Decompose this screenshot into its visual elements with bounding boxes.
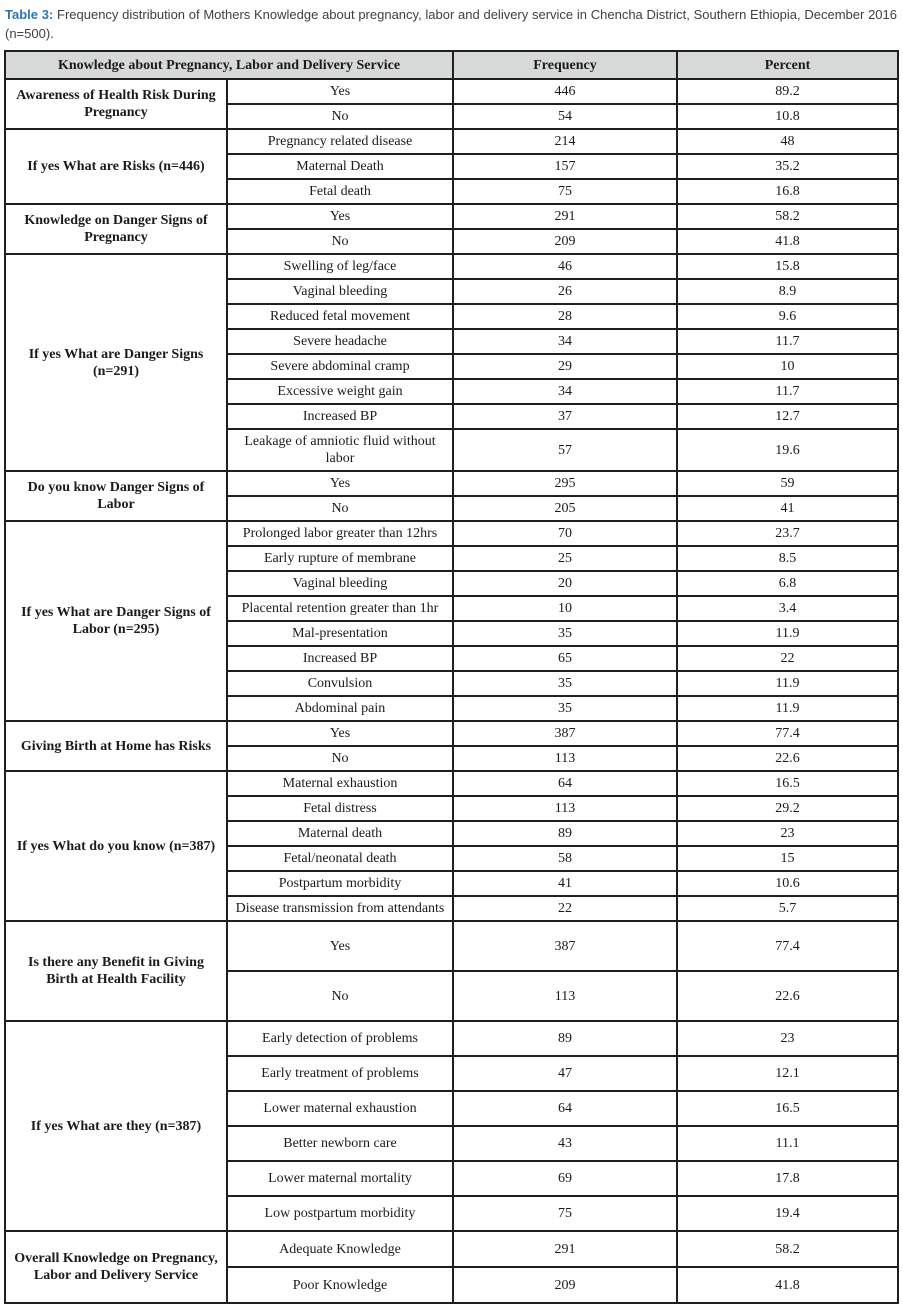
percent-cell: 16.8: [677, 179, 898, 204]
item-cell: Fetal distress: [227, 796, 453, 821]
item-cell: Mal-presentation: [227, 621, 453, 646]
item-cell: Maternal exhaustion: [227, 771, 453, 796]
item-cell: Early detection of problems: [227, 1021, 453, 1056]
frequency-cell: 69: [453, 1161, 677, 1196]
percent-cell: 3.4: [677, 596, 898, 621]
group-label-cell: If yes What do you know (n=387): [5, 771, 227, 921]
percent-cell: 16.5: [677, 771, 898, 796]
percent-cell: 11.7: [677, 379, 898, 404]
table-body: [5, 79, 898, 1303]
frequency-cell: 205: [453, 496, 677, 521]
percent-cell: 10.6: [677, 871, 898, 896]
group-label-cell: Knowledge on Danger Signs of Pregnancy: [5, 204, 227, 254]
frequency-cell: 446: [453, 79, 677, 104]
header-knowledge-column: Knowledge about Pregnancy, Labor and Delivery Service: [5, 51, 453, 79]
item-cell: Disease transmission from attendants: [227, 896, 453, 921]
header-frequency-column: Frequency: [453, 51, 677, 79]
frequency-cell: 89: [453, 1021, 677, 1056]
table-row: [5, 471, 898, 496]
frequency-cell: 34: [453, 329, 677, 354]
percent-cell: 11.7: [677, 329, 898, 354]
percent-cell: 12.7: [677, 404, 898, 429]
group-label-cell: If yes What are they (n=387): [5, 1021, 227, 1231]
frequency-cell: 113: [453, 746, 677, 771]
table-caption-label: Table 3:: [5, 7, 54, 22]
frequency-cell: 387: [453, 921, 677, 971]
frequency-cell: 58: [453, 846, 677, 871]
item-cell: No: [227, 971, 453, 1021]
frequency-cell: 43: [453, 1126, 677, 1161]
item-cell: Lower maternal mortality: [227, 1161, 453, 1196]
percent-cell: 11.9: [677, 696, 898, 721]
item-cell: Increased BP: [227, 404, 453, 429]
percent-cell: 41.8: [677, 1267, 898, 1303]
frequency-cell: 41: [453, 871, 677, 896]
frequency-cell: 387: [453, 721, 677, 746]
item-cell: Vaginal bleeding: [227, 571, 453, 596]
percent-cell: 8.5: [677, 546, 898, 571]
percent-cell: 15: [677, 846, 898, 871]
table-row: [5, 254, 898, 279]
frequency-cell: 75: [453, 1196, 677, 1231]
item-cell: Better newborn care: [227, 1126, 453, 1161]
table-row: [5, 1021, 898, 1056]
percent-cell: 22.6: [677, 971, 898, 1021]
group-label-cell: Is there any Benefit in Giving Birth at Health Facility: [5, 921, 227, 1021]
percent-cell: 9.6: [677, 304, 898, 329]
table-row: [5, 79, 898, 104]
item-cell: Maternal Death: [227, 154, 453, 179]
frequency-cell: 113: [453, 971, 677, 1021]
frequency-cell: 35: [453, 696, 677, 721]
frequency-cell: 54: [453, 104, 677, 129]
group-label-cell: Awareness of Health Risk During Pregnancy: [5, 79, 227, 129]
percent-cell: 10: [677, 354, 898, 379]
item-cell: Swelling of leg/face: [227, 254, 453, 279]
item-cell: No: [227, 104, 453, 129]
table-row: [5, 129, 898, 154]
percent-cell: 15.8: [677, 254, 898, 279]
group-label-cell: If yes What are Danger Signs of Labor (n=295): [5, 521, 227, 721]
item-cell: Yes: [227, 921, 453, 971]
table-row: [5, 771, 898, 796]
item-cell: Increased BP: [227, 646, 453, 671]
percent-cell: 29.2: [677, 796, 898, 821]
item-cell: Yes: [227, 471, 453, 496]
group-label-cell: If yes What are Risks (n=446): [5, 129, 227, 204]
percent-cell: 41: [677, 496, 898, 521]
frequency-cell: 28: [453, 304, 677, 329]
item-cell: Prolonged labor greater than 12hrs: [227, 521, 453, 546]
item-cell: No: [227, 746, 453, 771]
table-caption: [5, 5, 897, 43]
frequency-cell: 89: [453, 821, 677, 846]
percent-cell: 59: [677, 471, 898, 496]
percent-cell: 11.9: [677, 621, 898, 646]
item-cell: Adequate Knowledge: [227, 1231, 453, 1267]
frequency-cell: 291: [453, 1231, 677, 1267]
item-cell: No: [227, 229, 453, 254]
frequency-cell: 64: [453, 771, 677, 796]
percent-cell: 17.8: [677, 1161, 898, 1196]
percent-cell: 8.9: [677, 279, 898, 304]
item-cell: Early rupture of membrane: [227, 546, 453, 571]
frequency-cell: 57: [453, 429, 677, 471]
frequency-cell: 10: [453, 596, 677, 621]
item-cell: Yes: [227, 204, 453, 229]
item-cell: Postpartum morbidity: [227, 871, 453, 896]
percent-cell: 77.4: [677, 721, 898, 746]
group-label-cell: If yes What are Danger Signs (n=291): [5, 254, 227, 471]
group-label-cell: Giving Birth at Home has Risks: [5, 721, 227, 771]
frequency-cell: 35: [453, 671, 677, 696]
item-cell: Maternal death: [227, 821, 453, 846]
item-cell: Excessive weight gain: [227, 379, 453, 404]
percent-cell: 23.7: [677, 521, 898, 546]
percent-cell: 11.9: [677, 671, 898, 696]
percent-cell: 11.1: [677, 1126, 898, 1161]
item-cell: Yes: [227, 79, 453, 104]
frequency-cell: 34: [453, 379, 677, 404]
group-label-cell: Overall Knowledge on Pregnancy, Labor and Delivery Service: [5, 1231, 227, 1303]
percent-cell: 10.8: [677, 104, 898, 129]
table-row: [5, 721, 898, 746]
percent-cell: 5.7: [677, 896, 898, 921]
percent-cell: 89.2: [677, 79, 898, 104]
frequency-cell: 20: [453, 571, 677, 596]
percent-cell: 22: [677, 646, 898, 671]
item-cell: Abdominal pain: [227, 696, 453, 721]
frequency-cell: 295: [453, 471, 677, 496]
item-cell: Poor Knowledge: [227, 1267, 453, 1303]
percent-cell: 12.1: [677, 1056, 898, 1091]
item-cell: Leakage of amniotic fluid without labor: [227, 429, 453, 471]
table-row: [5, 921, 898, 971]
percent-cell: 41.8: [677, 229, 898, 254]
item-cell: Placental retention greater than 1hr: [227, 596, 453, 621]
frequency-cell: 25: [453, 546, 677, 571]
frequency-cell: 291: [453, 204, 677, 229]
frequency-cell: 70: [453, 521, 677, 546]
percent-cell: 23: [677, 1021, 898, 1056]
frequency-cell: 47: [453, 1056, 677, 1091]
table-row: [5, 521, 898, 546]
frequency-cell: 64: [453, 1091, 677, 1126]
percent-cell: 22.6: [677, 746, 898, 771]
frequency-cell: 75: [453, 179, 677, 204]
frequency-cell: 26: [453, 279, 677, 304]
percent-cell: 19.6: [677, 429, 898, 471]
percent-cell: 19.4: [677, 1196, 898, 1231]
frequency-cell: 65: [453, 646, 677, 671]
header-percent-column: Percent: [677, 51, 898, 79]
table-row: [5, 204, 898, 229]
item-cell: Yes: [227, 721, 453, 746]
frequency-cell: 46: [453, 254, 677, 279]
item-cell: Convulsion: [227, 671, 453, 696]
percent-cell: 16.5: [677, 1091, 898, 1126]
frequency-table: [4, 50, 899, 1304]
frequency-cell: 113: [453, 796, 677, 821]
item-cell: Reduced fetal movement: [227, 304, 453, 329]
item-cell: Fetal/neonatal death: [227, 846, 453, 871]
percent-cell: 6.8: [677, 571, 898, 596]
percent-cell: 58.2: [677, 204, 898, 229]
percent-cell: 23: [677, 821, 898, 846]
item-cell: Severe abdominal cramp: [227, 354, 453, 379]
table-caption-text: Frequency distribution of Mothers Knowledge about pregnancy, labor and delivery service in Chencha District, Southern Ethiopia, December 2016 (n=500).: [5, 7, 897, 41]
frequency-cell: 209: [453, 1267, 677, 1303]
percent-cell: 58.2: [677, 1231, 898, 1267]
group-label-cell: Do you know Danger Signs of Labor: [5, 471, 227, 521]
frequency-cell: 209: [453, 229, 677, 254]
percent-cell: 77.4: [677, 921, 898, 971]
table-row: [5, 1231, 898, 1267]
item-cell: Severe headache: [227, 329, 453, 354]
percent-cell: 35.2: [677, 154, 898, 179]
item-cell: Fetal death: [227, 179, 453, 204]
frequency-cell: 37: [453, 404, 677, 429]
item-cell: Pregnancy related disease: [227, 129, 453, 154]
table-header-row: [5, 51, 898, 79]
frequency-cell: 35: [453, 621, 677, 646]
frequency-cell: 29: [453, 354, 677, 379]
percent-cell: 48: [677, 129, 898, 154]
item-cell: Lower maternal exhaustion: [227, 1091, 453, 1126]
item-cell: No: [227, 496, 453, 521]
frequency-cell: 157: [453, 154, 677, 179]
item-cell: Vaginal bleeding: [227, 279, 453, 304]
item-cell: Low postpartum morbidity: [227, 1196, 453, 1231]
item-cell: Early treatment of problems: [227, 1056, 453, 1091]
frequency-cell: 22: [453, 896, 677, 921]
frequency-cell: 214: [453, 129, 677, 154]
